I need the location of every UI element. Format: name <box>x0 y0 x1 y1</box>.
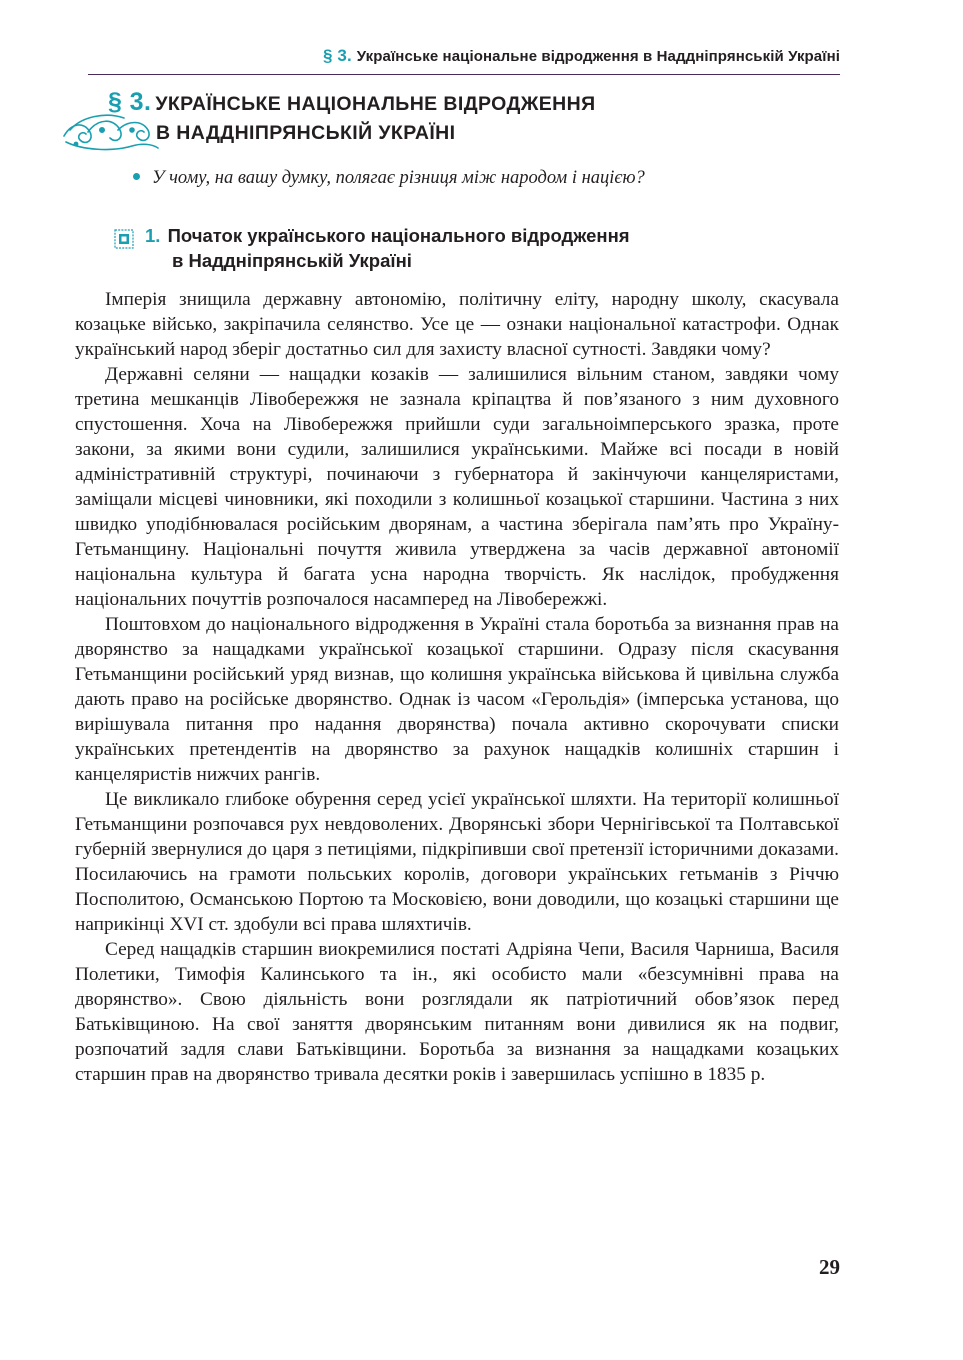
bullet-dot-icon <box>133 173 140 180</box>
chapter-section-mark: § 3. <box>108 88 152 116</box>
paragraph: Поштовхом до національного відродження в Україні стала боротьба за визнання прав на дворянство за нащадками української козацької старшини. Одразу після скасування Гетьманщини російський уряд визнав, що колишня українська військова й цивільна служба дають право на російське дворянство. Однак із часом «Герольдія» (імперська установа, що вирішувала питання про надання дворянства) почала активно скорочувати списки українських претендентів на дворянство за рахунок нащадків колишніх старшин і канцеляристів нижчих рангів. <box>75 614 839 785</box>
section-title-line2: в Наддніпрянській Україні <box>172 250 412 271</box>
chapter-title-line2: В НАДДНІПРЯНСЬКІЙ УКРАЇНІ <box>156 122 456 144</box>
running-header-title: Українське національне відродження в Наддніпрянській Україні <box>356 48 840 65</box>
paragraph: Серед нащадків старшин виокремилися постаті Адріяна Чепи, Василя Чарниша, Василя Полетики, Тимофія Калинського та ін., які особисто мали «безсумнівні права на дворянство». Свою діяльність вони розглядали як патріотичний обов’язок перед Батьківщиною. На свої заняття дворянським питанням вони дивилися як на подвиг, розпочатий задля слави Батьківщини. Боротьба за визнання за нащадками козацьких старшин прав на дворянство тривала десятки років і завершилась успішно в 1835 р. <box>75 939 839 1085</box>
page-number: 29 <box>819 1255 840 1279</box>
chapter-title-line1: УКРАЇНСЬКЕ НАЦІОНАЛЬНЕ ВІДРОДЖЕННЯ <box>155 93 596 115</box>
header-rule <box>88 74 840 75</box>
section-square-icon <box>114 229 134 249</box>
running-header-section-mark: § 3. <box>323 46 352 65</box>
running-header <box>323 46 840 66</box>
section-heading <box>145 223 630 273</box>
paragraph: Це викликало глибоке обурення серед усієї української шляхти. На території колишньої Гетьманщини розпочався рух невдоволених. Дворянські збори Чернігівської та Полтавської губерній звернулися до царя з петиціями, підкріпивши свої претензії історичними доказами. Посилаючись на грамоти польських королів, договори українських гетьманів з Річчю Посполитою, Османською Портою та Московією, вони доводили, що козацькі старшини ще наприкінці XVI ст. здобули всі права шляхтичів. <box>75 789 839 935</box>
question-prompt <box>133 168 645 189</box>
section-number: 1. <box>145 225 161 246</box>
chapter-title <box>108 88 596 148</box>
section-title-line1: Початок українського національного відродження <box>167 225 630 246</box>
paragraph: Імперія знищила державну автономію, політичну еліту, народну школу, скасувала козацьке військо, закріпачила селянство. Усе це — ознаки національної катастрофи. Однак український народ зберіг достатньо сил для захисту власної сутності. Завдяки чому? <box>75 289 839 360</box>
paragraph: Державні селяни — нащадки козаків — залишилися вільним станом, завдяки чому третина мешканців Лівобережжя не зазнала кріпацтва й пов’язаного з ним духовного спустошення. Хоча на Лівобережжя прийшли суди загальноімперського зразка, проте закони, за якими вони судили, залишилися українськими. Майже всі посади в новій адміністративній структурі, починаючи з губернатора й закінчуючи канцеляристами, заміщали місцеві чиновники, які походили з колишньої козацької старшини. Частина з них швидко уподібнювалася російським дворянам, а частина зберігала пам’ять про Україну-Гетьманщину. Національні почуття живила утверджена за часів державної автономії національна культура й багата усна народна творчість. Як наслідок, пробудження національних почуттів розпочалося насамперед на Лівобережжі. <box>75 364 839 610</box>
body-text <box>75 287 839 1087</box>
question-text: У чому, на вашу думку, полягає різниця між народом і нацією? <box>152 168 645 188</box>
